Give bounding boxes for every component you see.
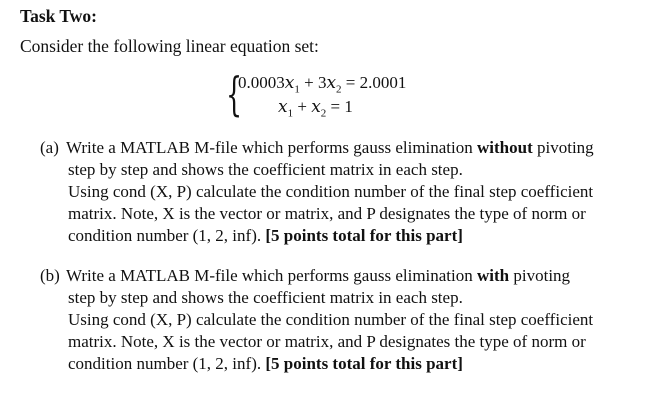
eq1-var1: x [284,73,295,93]
eq1-coef1: 0.0003 [238,73,285,92]
part-a-line-1-end: pivoting [532,138,594,157]
eq1-sub2: 2 [336,83,342,96]
part-b-line-1-end: pivoting [509,266,571,285]
part-b-line-1-text: Write a MATLAB M-file which performs gauss elimination [66,266,478,285]
eq2-rhs: = 1 [326,97,353,116]
eq2-var2: x [311,97,321,117]
part-b-line-5-text: condition number (1, 2, inf). [68,354,266,373]
part-a-label: (a) [40,138,59,157]
eq2-var1: x [278,97,288,117]
part-a-line-4: matrix. Note, X is the vector or matrix, and P designates the type of norm or [68,204,586,223]
eq1-sub1: 1 [294,83,300,96]
part-a-emphasis: without [477,138,533,157]
part-b-line-2: step by step and shows the coefficient matrix in each step. [68,288,463,307]
part-a-line-5-text: condition number (1, 2, inf). [68,226,266,245]
part-a-line-3: Using cond (X, P) calculate the condition number of the final step coefficient [68,182,594,201]
part-b-line-3: Using cond (X, P) calculate the condition number of the final step coefficient [68,310,594,329]
eq1-coef2: 3 [317,73,327,92]
part-b-line-1 [66,265,570,288]
eq2-op: + [293,97,312,116]
part-b-line-4: matrix. Note, X is the vector or matrix, and P designates the type of norm or [68,332,586,351]
equation-2 [278,97,353,119]
part-b-label: (b) [40,266,60,285]
task-title: Task Two: [20,6,98,26]
eq1-op: + [299,73,318,92]
equation-system [226,67,466,121]
part-a-line-2: step by step and shows the coefficient matrix in each step. [68,160,463,179]
eq1-var2: x [326,73,337,93]
eq2-sub2: 2 [320,107,327,120]
eq2-sub1: 1 [287,107,294,120]
intro-text: Consider the following linear equation set: [20,36,319,56]
part-a-line-1-text: Write a MATLAB M-file which performs gauss elimination [66,138,478,157]
left-brace-symbol: { [226,67,243,121]
equation-1 [238,73,406,95]
part-a-line-1 [66,137,594,160]
part-a-points: [5 points total for this part] [265,226,463,245]
part-a-line-5 [68,225,463,248]
part-b-line-5 [68,353,463,376]
part-b-emphasis: with [477,266,510,285]
eq1-rhs: = 2.0001 [341,73,407,92]
part-b-points: [5 points total for this part] [265,354,463,373]
